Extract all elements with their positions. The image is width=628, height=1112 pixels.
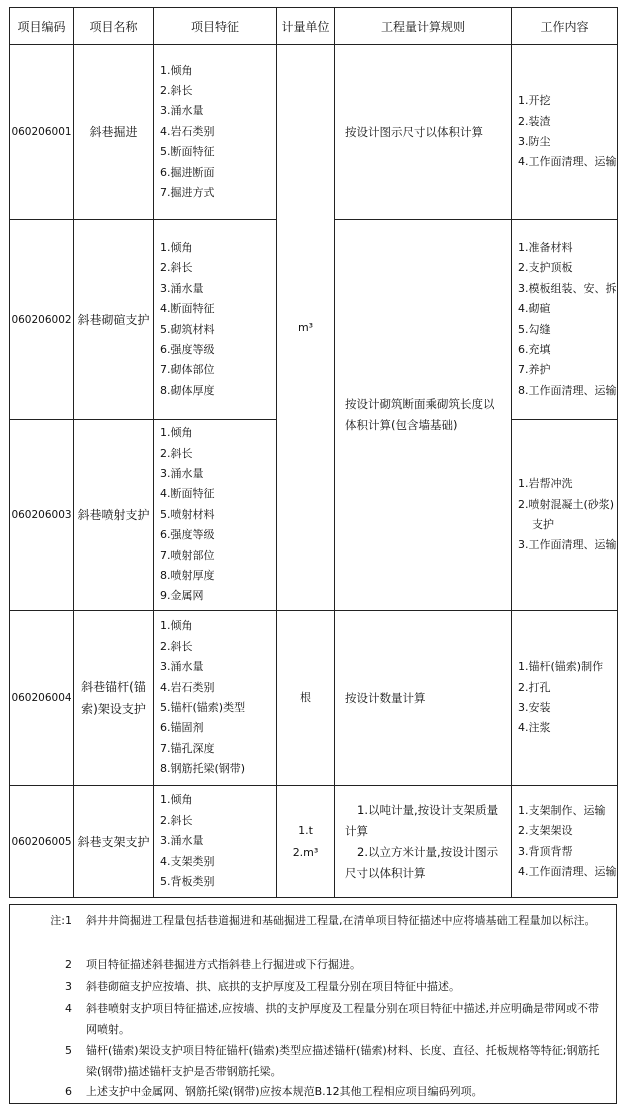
feature-line: 3.涌水量 — [160, 466, 204, 480]
rule-line: 1.以吨计量,按设计支架质量计算 — [345, 802, 499, 838]
item-code: 060206001 — [10, 45, 74, 220]
note-text: 项目特征描述斜巷掘进方式指斜巷上行掘进或下行掘进。 — [86, 958, 361, 971]
feature-line: 4.断面特征 — [160, 302, 215, 316]
header-features: 项目特征 — [154, 8, 277, 45]
item-features — [154, 611, 277, 786]
work-line: 3.工作面清理、运输 — [518, 538, 617, 552]
item-name: 斜巷喷射支护 — [74, 420, 154, 611]
work-line: 4.工作面清理、运输 — [518, 155, 617, 169]
note-text: 上述支护中金属网、钢筋托梁(钢带)应按本规范B.12其他工程相应项目编码列项。 — [86, 1085, 483, 1098]
work-content — [512, 45, 618, 220]
feature-line: 5.喷射材料 — [160, 507, 215, 521]
feature-line: 1.倾角 — [160, 426, 193, 440]
feature-line: 4.岩石类别 — [160, 680, 215, 694]
feature-line: 9.金属网 — [160, 589, 204, 603]
item-name: 斜巷砌碹支护 — [74, 220, 154, 420]
work-line: 6.充填 — [518, 342, 551, 356]
feature-line: 6.强度等级 — [160, 342, 215, 356]
feature-line: 7.喷射部位 — [160, 548, 215, 562]
feature-line: 3.涌水量 — [160, 834, 204, 848]
table-row — [10, 611, 618, 786]
feature-line: 5.背板类别 — [160, 875, 215, 889]
feature-line: 4.断面特征 — [160, 487, 215, 501]
notes-box — [9, 904, 617, 1104]
note-number: 4 — [65, 1002, 72, 1015]
header-code: 项目编码 — [10, 8, 74, 45]
item-code: 060206002 — [10, 220, 74, 420]
unit-cell — [277, 786, 335, 898]
note-text: 斜巷喷射支护项目特征描述,应按墙、拱的支护厚度及工程量分别在项目特征中描述,并应明确是带网或不带网喷射。 — [86, 1002, 599, 1036]
feature-line: 2.斜长 — [160, 446, 193, 460]
work-line: 3.防尘 — [518, 135, 551, 148]
unit-line: 1.t — [298, 823, 313, 837]
feature-line: 1.倾角 — [160, 619, 193, 633]
feature-line: 3.涌水量 — [160, 281, 204, 295]
feature-line: 8.钢筋托梁(钢带) — [160, 762, 246, 776]
feature-line: 7.砌体部位 — [160, 363, 215, 377]
feature-line: 3.涌水量 — [160, 660, 204, 674]
note-number: 5 — [65, 1044, 72, 1057]
unit-cell: m³ — [277, 45, 335, 611]
table-row — [10, 786, 618, 898]
header-unit: 计量单位 — [277, 8, 335, 45]
note-text: 斜井井筒掘进工程量包括巷道掘进和基础掘进工程量,在清单项目特征描述中应将墙基础工程量加以标注。 — [86, 914, 596, 927]
work-line: 8.工作面清理、运输 — [518, 383, 617, 397]
calc-rule: 按设计数量计算 — [335, 611, 512, 786]
work-line: 1.开挖 — [518, 94, 551, 108]
item-name: 斜巷锚杆(锚索)架设支护 — [74, 611, 154, 786]
item-code: 060206004 — [10, 611, 74, 786]
work-content — [512, 611, 618, 786]
note-text: 斜巷砌碹支护应按墙、拱、底拱的支护厚度及工程量分别在项目特征中描述。 — [86, 980, 460, 993]
work-line: 2.喷射混凝土(砂浆)支护 — [518, 497, 615, 531]
work-line: 4.工作面清理、运输 — [518, 864, 617, 878]
feature-line: 7.掘进方式 — [160, 186, 215, 200]
bill-of-quantities-table — [9, 7, 618, 898]
item-name: 斜巷支架支护 — [74, 786, 154, 898]
feature-line: 5.断面特征 — [160, 145, 215, 159]
unit-cell: 根 — [277, 611, 335, 786]
unit-line: 2.m³ — [292, 845, 319, 859]
feature-line: 6.锚固剂 — [160, 721, 204, 735]
feature-line: 2.斜长 — [160, 639, 193, 653]
item-features — [154, 45, 277, 220]
feature-line: 2.斜长 — [160, 813, 193, 827]
work-line: 4.砌碹 — [518, 302, 551, 316]
header-work: 工作内容 — [512, 8, 618, 45]
feature-line: 4.支架类别 — [160, 854, 215, 868]
work-line: 1.支架制作、运输 — [518, 803, 606, 817]
note-number: 6 — [65, 1085, 72, 1098]
calc-rule — [335, 786, 512, 898]
feature-line: 2.斜长 — [160, 261, 193, 275]
work-line: 2.打孔 — [518, 680, 551, 694]
work-line: 2.装渣 — [518, 114, 551, 128]
feature-line: 5.锚杆(锚索)类型 — [160, 701, 246, 714]
work-line: 3.背顶背帮 — [518, 844, 573, 858]
work-content — [512, 420, 618, 611]
feature-line: 6.掘进断面 — [160, 165, 215, 179]
item-code: 060206003 — [10, 420, 74, 611]
work-line: 3.模板组装、安、拆 — [518, 281, 617, 295]
note-number: 3 — [65, 980, 72, 993]
work-content — [512, 220, 618, 420]
work-line: 1.准备材料 — [518, 240, 573, 254]
calc-rule: 按设计图示尺寸以体积计算 — [335, 45, 512, 220]
feature-line: 1.倾角 — [160, 240, 193, 254]
feature-line: 8.砌体厚度 — [160, 383, 215, 397]
feature-line: 4.岩石类别 — [160, 124, 215, 138]
work-line: 5.勾缝 — [518, 322, 551, 336]
item-code: 060206005 — [10, 786, 74, 898]
rule-line: 2.以立方米计量,按设计图示尺寸以体积计算 — [345, 844, 499, 880]
item-features — [154, 220, 277, 420]
feature-line: 7.锚孔深度 — [160, 741, 215, 755]
note-number: 2 — [65, 958, 72, 971]
work-line: 7.养护 — [518, 363, 551, 377]
item-features — [154, 420, 277, 611]
feature-line: 5.砌筑材料 — [160, 322, 215, 336]
feature-line: 1.倾角 — [160, 793, 193, 807]
header-row — [10, 8, 618, 45]
work-line: 2.支护顶板 — [518, 261, 573, 275]
work-line: 2.支架架设 — [518, 824, 573, 838]
item-features — [154, 786, 277, 898]
header-name: 项目名称 — [74, 8, 154, 45]
work-line: 4.注浆 — [518, 721, 551, 735]
feature-line: 2.斜长 — [160, 83, 193, 97]
note-text: 锚杆(锚索)架设支护项目特征锚杆(锚索)类型应描述锚杆(锚索)材料、长度、直径、托板规格等特征;钢筋托梁(钢带)描述锚杆支护是否带钢筋托梁。 — [86, 1044, 600, 1078]
feature-line: 3.涌水量 — [160, 104, 204, 118]
work-line: 1.岩帮冲洗 — [518, 477, 573, 491]
note-number: 注:1 — [50, 914, 72, 927]
calc-rule: 按设计砌筑断面乘砌筑长度以体积计算(包含墙基础) — [335, 220, 512, 611]
work-line: 1.锚杆(锚索)制作 — [518, 660, 604, 674]
feature-line: 6.强度等级 — [160, 528, 215, 542]
table-row — [10, 45, 618, 220]
item-name: 斜巷掘进 — [74, 45, 154, 220]
feature-line: 8.喷射厚度 — [160, 569, 215, 583]
header-rule: 工程量计算规则 — [335, 8, 512, 45]
work-line: 3.安装 — [518, 701, 551, 714]
feature-line: 1.倾角 — [160, 63, 193, 77]
work-content — [512, 786, 618, 898]
